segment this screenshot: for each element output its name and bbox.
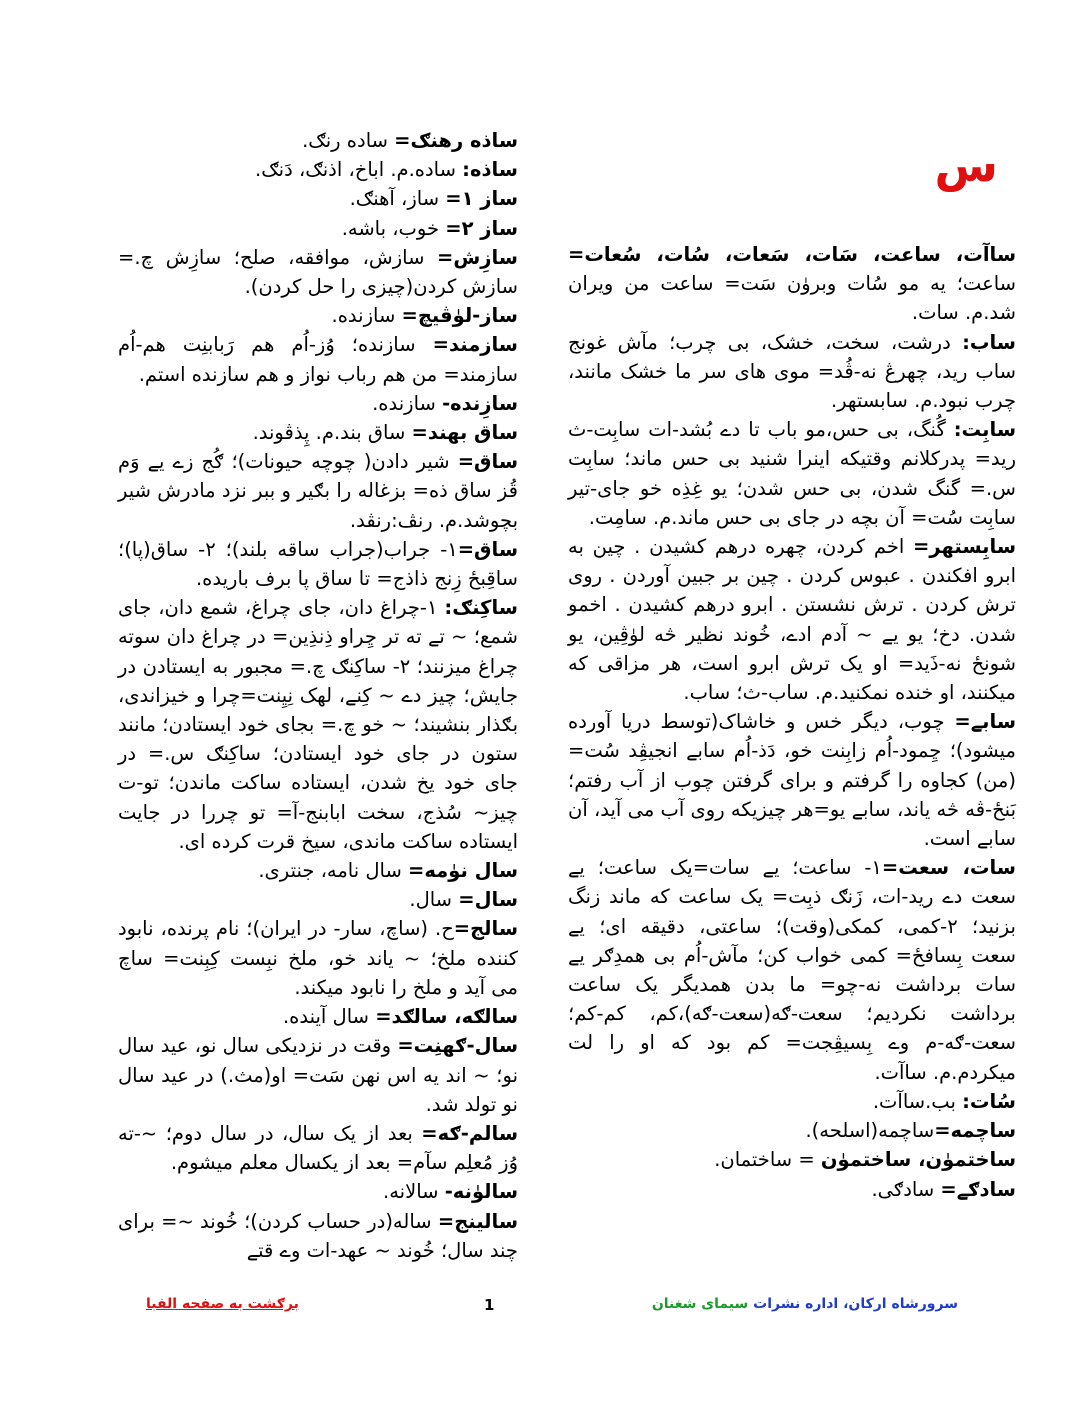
entry-headword: سال=	[458, 888, 518, 912]
entry-definition: ساله(در حساب کردن)؛ خُوند ~= برای چند سال؛ خُوند ~ عهد-ات وے قتے	[118, 1209, 518, 1262]
entry-headword: ساب:	[962, 330, 1016, 354]
entry-definition: سازش، موافقه، صلح؛ سازِش چ.= سازش کردن(چیزی را حل کردن).	[118, 245, 518, 299]
dictionary-entry	[118, 885, 518, 914]
entry-definition: سال.	[409, 888, 459, 912]
entry-headword: ساز-لۈڤیچ=	[401, 304, 518, 328]
author-name: سرورشاه ارکان،	[843, 1296, 958, 1312]
entry-definition: سازنده.	[331, 304, 402, 328]
entry-headword: ساق بهند=	[411, 421, 518, 445]
entry-definition: گُنگ، بی حس،مو باب تا دے بُشد-ات سابِت-ث رید= پدرکلانم وقتیکه اینرا شنید بی حس ماند؛ سابِت س.= گنگ شدن، بی حس شدن؛ یو غِذِه خو جای-تیر سابِت سُت= آن بچه در جای بی حس ماند.م. سامِت.	[568, 418, 1016, 529]
dictionary-entry	[118, 155, 518, 184]
entry-definition: بب.ساآت.	[872, 1089, 963, 1113]
dictionary-entry	[118, 301, 518, 330]
dictionary-entry	[118, 1207, 518, 1265]
entry-headword: سابِستهر=	[913, 535, 1016, 559]
entry-definition: ساده رنګ.	[302, 129, 395, 152]
back-to-alphabet-link[interactable]: برګشت به صفحه الفبا	[146, 1296, 299, 1312]
dictionary-entry	[568, 1145, 1016, 1174]
entry-headword: سال نۈمه=	[408, 859, 518, 883]
entry-definition: ح. (ساچ، سار- در ایران)؛ نام پرنده، نابود کننده ملخ؛ ~ یاند خو، ملخ نبِست کِبِنت= ساچ می آید و ملخ را نابود میکند.	[118, 917, 518, 999]
entry-headword: سادګے=	[940, 1177, 1016, 1201]
entry-headword: سازِنده-	[442, 391, 518, 415]
entry-headword: ساذه رهنګ=	[394, 129, 518, 152]
dictionary-entry	[118, 856, 518, 885]
entry-definition: اخم کردن، چهره درهم کشیدن . چین به ابرو افکندن . عبوس کردن . چین بر جبین آوردن . روی ترش کردن . ترش نشستن . ابرو درهم کشیدن . اخمو شدن. دخ؛ یو یے ~ آدم ادے، خُوند نظیر څه لۈڤِین، یو شونځ نه-ذَید= او یک ترش ابرو است، هر مزاقی که میکنند، او خنده نمکنید.م. ساب-ث؛ ساب.	[568, 535, 1016, 705]
dictionary-entry	[568, 1087, 1016, 1116]
dictionary-entry	[118, 418, 518, 447]
entry-definition: ۱- جراب(جراب ساقه بلند)؛ ۲- ساق(پا)؛ ساقِبځ زِنج ذاذج= تا ساق پا برف باریده.	[118, 537, 518, 591]
entry-definition: وقت در نزدیکی سال نو، عید سال نو؛ ~ اند یه اس نهن سَت= او(مث.) در عید سال نو تولد شد.	[118, 1034, 518, 1116]
entry-headword: سالینج=	[437, 1209, 518, 1233]
dictionary-entry	[118, 1002, 518, 1031]
entry-headword: سابِت:	[953, 418, 1016, 442]
entry-definition: ساچمه(اسلحه).	[805, 1119, 935, 1143]
entry-definition: ۱- ساعت؛ یے سات=یک ساعت؛ یے سعت دے رید-ات، زَنګ ذبِت= یک ساعت که ماند زنگ بزنید؛ ۲-کمی، کمکی(وقت)؛ ساعتی، دقیقه ای؛ یے سعت بِسافځ= کمی خواب کن؛ مآش-اُم بی همدِګر یے سات برداشت نه-چو= ما بدن همدیگر یک ساعت برداشت نکردیم؛ سعت-ګه(سعت-ګه)،کم، کم-کم؛ سعت-ګه-م وے بِسیڤِجت= کم بود که او را لت میکردم.م. ساآت.	[568, 856, 1016, 1084]
entry-headword: سازمند=	[432, 333, 518, 357]
entry-headword: سالم-ګه=	[421, 1121, 518, 1145]
entry-definition: ساز، آهنګ.	[349, 187, 446, 211]
dictionary-entry	[118, 1119, 518, 1177]
entry-headword: سالګه، سالګد=	[375, 1005, 518, 1029]
dictionary-entry	[118, 214, 518, 243]
entry-headword: ساختمۈن، ساختمۈن	[820, 1148, 1016, 1172]
dictionary-entry	[568, 707, 1016, 853]
entry-headword: سازِش=	[437, 245, 518, 269]
dictionary-entry	[118, 914, 518, 1002]
right-column	[568, 240, 1016, 1204]
entry-headword: ساق=	[457, 537, 518, 561]
entry-definition: سادګی.	[871, 1177, 941, 1201]
dictionary-entry	[118, 184, 518, 213]
entry-definition: بعد از یک سال، در سال دوم؛ ~-ته وُز مُعلِم سآم= بعد از یکسال معلم میشوم.	[118, 1121, 518, 1175]
dictionary-entry	[568, 1175, 1016, 1204]
entry-definition: سالانه.	[383, 1180, 445, 1204]
publisher-credit	[652, 1296, 958, 1312]
entry-headword: ساچمه=	[934, 1119, 1016, 1143]
entry-definition: سازنده.	[372, 391, 443, 415]
entry-definition: سال آینده.	[282, 1005, 376, 1029]
dictionary-entry	[568, 240, 1016, 328]
entry-headword: سالۈنه-	[444, 1180, 518, 1204]
entry-headword: ساذه:	[462, 158, 518, 182]
dictionary-entry	[118, 389, 518, 418]
dictionary-entry	[568, 532, 1016, 707]
entry-headword: سُات:	[962, 1089, 1016, 1113]
dictionary-entry	[118, 535, 518, 593]
publisher-name: سیمای شغنان	[651, 1296, 749, 1312]
entry-headword: ساآت، ساعت، سَات، سَعات، سُات، سُعات=	[568, 243, 1016, 266]
entry-headword: ساکِنګ:	[444, 596, 518, 620]
entry-headword: سات، سعت=	[881, 856, 1016, 880]
dictionary-entry	[568, 1116, 1016, 1145]
entry-definition: ساعت؛ یه مو سُات وبرۈن سَت= ساعت من ویران شد.م. سات.	[568, 272, 1016, 325]
dictionary-entry	[568, 415, 1016, 532]
publisher-org: اداره نشرات	[753, 1296, 839, 1312]
entry-definition: ساده.م. اباخ، اذنګ، دَنګ.	[255, 158, 463, 182]
dictionary-entry	[118, 126, 518, 155]
section-letter: س	[934, 138, 998, 192]
entry-headword: سابے=	[954, 710, 1016, 734]
entry-definition: ساق بند.م. پِذڤوند.	[252, 421, 412, 445]
dictionary-entry	[118, 1031, 518, 1119]
entry-definition: سازنده؛ وُز-اُم هم رَبابنِت هم-اُم سازمند= من هم رباب نواز و هم سازنده استم.	[118, 333, 518, 386]
entry-headword: ساز ۲=	[445, 216, 518, 240]
entry-headword: سالج=	[453, 917, 518, 941]
entry-definition: خوب، باشه.	[341, 216, 446, 240]
entry-definition: شیر دادن( چوچه حیونات)؛ ګُج زے یے وَم قُز ساق ذه= بزغاله را بګیر و ببر نزد مادرش شیر بچوشد.م. رنڤ:رنڤد.	[118, 450, 518, 532]
dictionary-entry	[118, 593, 518, 856]
dictionary-entry	[568, 328, 1016, 416]
dictionary-entry	[118, 1177, 518, 1206]
page-number: 1	[484, 1296, 495, 1314]
entry-definition: ۱-چراغ دان، جای چراغ، شمع دان، جای شمع؛ ~ تے ته تر ڃِراو ذِنذِین= در چراغ دان سوته چراغ میزنند؛ ۲- ساکِنګ چ.= مجبور به ایستادن در جایش؛ چیز دے ~ کِنے، لهک نِیِنت=چرا و خیزاندی، بګذار بنشیند؛ ~ خو چ.= بجای خود ایستادن؛ مانند ستون در جای خود ایستادن؛ ساکِنګ س.= در جای خود یخ شدن، ایستاده ساکت ماندن؛ تو-ت چیز~ سُذج، سخت ابابنج-آ= تو چررا در جایت ایستاده ساکت ماندی، سیخ قرت کرده ای.	[118, 596, 518, 853]
dictionary-entry	[118, 447, 518, 535]
dictionary-entry	[568, 853, 1016, 1087]
entry-headword: ساز ۱=	[445, 187, 518, 211]
entry-definition: درشت، سخت، خشک، بی چرب؛ مآش غونج ساب رید، چهرڠ نه-ڤُد= موی های سر ما خشک مانند، چرب نبود.م. سابستهر.	[568, 330, 1016, 413]
left-column	[118, 126, 518, 1265]
entry-headword: سال-ګهنِت=	[397, 1034, 518, 1058]
dictionary-entry	[118, 243, 518, 301]
entry-headword: ساق=	[457, 450, 518, 474]
entry-definition: سال نامه، جنتری.	[258, 859, 408, 883]
entry-definition: = ساختمان.	[714, 1148, 821, 1172]
entry-definition: چوب، دیگر خس و خاشاک(توسط دریا آورده میشود)؛ ڃِمود-اُم زابِنت خو، دَذ-اُم سابے انجیڤِد سُت=(من) کجاوه را گرفتم و برای گرفتن چوب از آب رفتم؛ بَنځ-ڤه څه یاند، سابے یو=هر چیزیکه روی آب می آید، آن سابے است.	[568, 710, 1016, 851]
dictionary-entry	[118, 330, 518, 388]
